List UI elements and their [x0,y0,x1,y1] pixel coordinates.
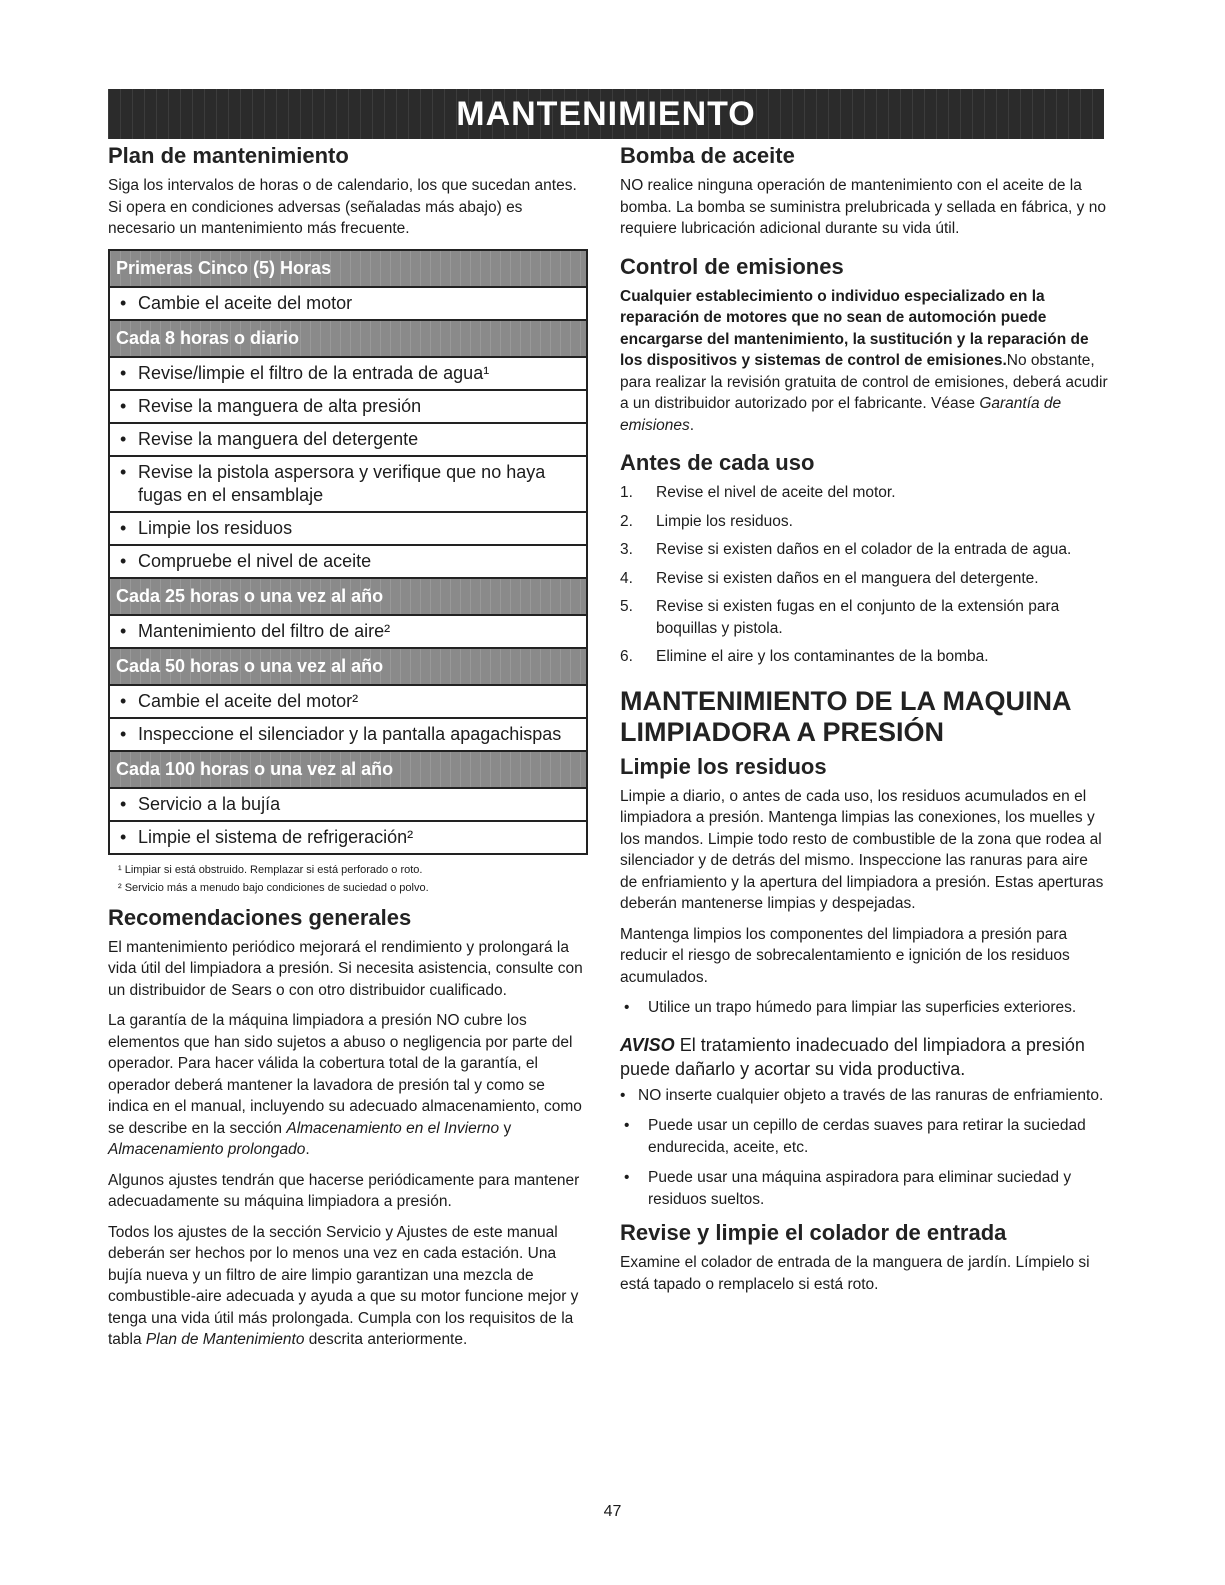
schedule-item: • Servicio a la bujía [109,788,587,821]
mant-title-line-2: LIMPIADORA A PRESIÓN [620,716,945,747]
list-item: • Puede usar un cepillo de cerdas suaves para retirar la suciedad endurecida, aceite, etc. [624,1117,1086,1156]
schedule-item: • Limpie los residuos [109,512,587,545]
schedule-item: • Limpie el sistema de refrigeración² [109,821,587,854]
rec-paragraph-2: La garantía de la máquina limpiadora a presión NO cubre los elementos que han sido sujetos a abuso o negligencia por parte del operador. Para hacer válida la cobertura total de la garantía, el operador deberá mantener la lavadora de presión tal y como se indica en el manual, incluyendo su adecuado almacenamiento, como se describe en la sección Almacenamiento en el Invierno y Almacenamiento prolongado. [108,1012,582,1158]
schedule-item: • Cambie el aceite del motor [109,287,587,320]
list-item: 6. Elimine el aire y los contaminantes de la bomba. [620,648,989,665]
schedule-header: Primeras Cinco (5) Horas [109,250,587,287]
list-item: 1. Revise el nivel de aceite del motor. [620,484,896,501]
schedule-item: • Inspeccione el silenciador y la pantalla apagachispas [109,718,587,751]
maintenance-schedule-table [108,249,588,855]
list-item: • NO inserte cualquier objeto a través de las ranuras de enfriamiento. [620,1086,1104,1104]
control-paragraph: Cualquier establecimiento o individuo especializado en la reparación de motores que no sean de automoción puede encargarse del mantenimiento, la sustitución y la reparación de los dispositivos y sistemas de control de emisiones.No obstante, para realizar la revisión gratuita de control de emisiones, deberá acudir a un distribuidor autorizado por el fabricante. Véase Garantía de emisiones. [620,287,1108,434]
schedule-item: • Revise la manguera del detergente [109,423,587,456]
page-number: 47 [603,1503,622,1520]
rec-title: Recomendaciones generales [108,904,412,930]
schedule-item: • Revise/limpie el filtro de la entrada de agua¹ [109,357,587,390]
section-banner: MANTENIMIENTO [108,89,1104,139]
rec-paragraph-3: Algunos ajustes tendrán que hacerse periódicamente para mantener adecuadamente su máquina limpiadora a presión. [108,1171,580,1210]
revise-title: Revise y limpie el colador de entrada [620,1220,1007,1245]
list-item: 2. Limpie los residuos. [620,512,793,530]
list-item: • Utilice un trapo húmedo para limpiar las superficies exteriores. [624,999,1077,1016]
bomba-title: Bomba de aceite [620,143,795,168]
list-item: • Puede usar una máquina aspiradora para eliminar suciedad y residuos sueltos. [624,1169,1072,1208]
right-column [620,143,1108,1304]
antes-list [620,482,1108,668]
aviso-notice: AVISO El tratamiento inadecuado del limpiadora a presión puede dañarlo y acortar su vida productiva. [620,1034,1085,1079]
footnote-2: ² Servicio más a menudo bajo condiciones de suciedad o polvo. [118,881,429,894]
schedule-item: • Mantenimiento del filtro de aire² [109,615,587,648]
limpie-bullets [620,997,1108,1019]
control-title: Control de emisiones [620,253,844,279]
schedule-header: Cada 8 horas o diario [109,320,587,357]
bomba-paragraph: NO realice ninguna operación de mantenimiento con el aceite de la bomba. La bomba se suministra prelubricada y sellada en fábrica, y no requiere lubricación adicional durante su vida útil. [620,177,1106,237]
rec-paragraph-1: El mantenimiento periódico mejorará el rendimiento y prolongará la vida útil del limpiadora a presión. Si necesita asistencia, consulte con un distribuidor de Sears o con otro distribuidor cualificado. [108,938,583,999]
plan-intro: Siga los intervalos de horas o de calendario, los que sucedan antes. Si opera en condiciones adversas (señaladas más abajo) es necesario un mantenimiento más frecuente. [108,177,577,237]
schedule-header: Cada 25 horas o una vez al año [109,578,587,615]
rec-paragraph-4: Todos los ajustes de la sección Servicio y Ajustes de este manual deberán ser hechos por lo menos una vez en cada estación. Una bujía nueva y un filtro de aire limpio garantizan una mezcla de combustible-aire adecuada y ayuda a que su motor funcione mejor y tenga una vida útil más prolongada. Cumpla con los requisitos de la tabla Plan de Mantenimiento descrita anteriormente. [108,1223,579,1348]
list-item: 5. Revise si existen fugas en el conjunto de la extensión para boquillas y pistola. [620,598,1060,637]
schedule-item: • Compruebe el nivel de aceite [109,545,587,578]
limpie-paragraph-1: Limpie a diario, o antes de cada uso, los residuos acumulados en el limpiadora a presión. Mantenga limpias las conexiones, los muelles y los mandos. Limpie todo resto de combustible de la zona que rodea al silenciador y de detrás del mismo. Inspeccione las ranuras para aire de enfriamiento y la apertura del limpiadora a presión. Estas aperturas deberán mantenerse limpias y despejadas. [620,787,1104,912]
list-item: 4. Revise si existen daños en el manguera del detergente. [620,569,1039,587]
plan-title: Plan de mantenimiento [108,143,349,168]
aviso-bullets [620,1085,1108,1211]
revise-paragraph: Examine el colador de entrada de la manguera de jardín. Límpielo si está tapado o remplacelo si está roto. [620,1254,1090,1293]
left-column [108,143,588,1360]
limpie-paragraph-2: Mantenga limpios los componentes del limpiadora a presión para reducir el riesgo de sobrecalentamiento e ignición de los residuos acumulados. [620,925,1070,986]
limpie-title: Limpie los residuos [620,753,827,779]
schedule-item: • Revise la pistola aspersora y verifique que no haya fugas en el ensamblaje [109,456,587,512]
antes-title: Antes de cada uso [620,450,815,475]
schedule-item: • Cambie el aceite del motor² [109,685,587,718]
mant-title-line-1: MANTENIMIENTO DE LA MAQUINA [620,685,1072,716]
footnote-1: ¹ Limpiar si está obstruido. Remplazar si está perforado o roto. [118,863,423,876]
list-item: 3. Revise si existen daños en el colador de la entrada de agua. [620,541,1072,558]
schedule-header: Cada 50 horas o una vez al año [109,648,587,685]
schedule-item: • Revise la manguera de alta presión [109,390,587,423]
schedule-header: Cada 100 horas o una vez al año [109,751,587,788]
